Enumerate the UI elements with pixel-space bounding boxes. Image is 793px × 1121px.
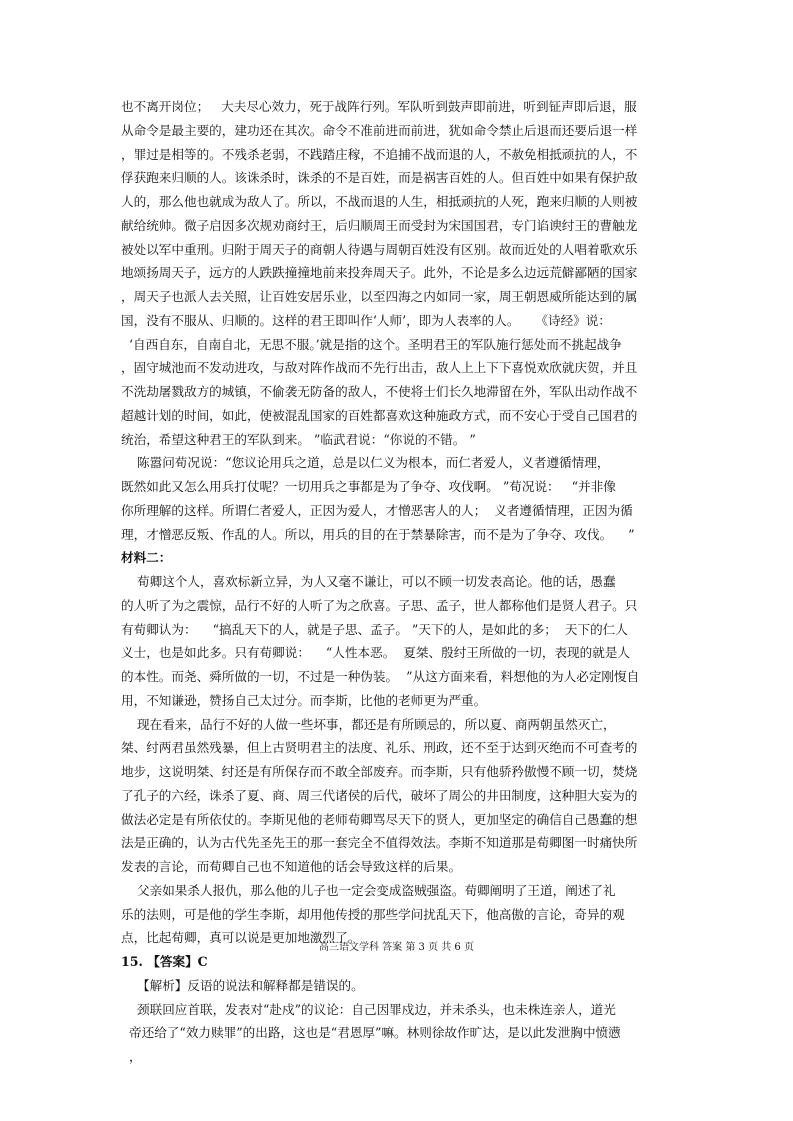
text-line: 既然如此又怎么用兵打仗呢？一切用兵之事都是为了争夺、攻伐啊。 ”荀况说： “并非像 — [121, 479, 616, 494]
text-line: 也不离开岗位； 大夫尽心效力，死于战阵行列。军队听到鼓声即前进，听到钲声即后退，服 — [121, 99, 637, 114]
text-line: 的本性。而尧、舜所做的一切，不过是一种伪装。 ”从这方面来看，料想他的为人必定刚愎自 — [121, 669, 640, 684]
text-line: 俘获跑来归顺的人。该诛杀时，诛杀的不是百姓，而是祸害百姓的人。但百姓中如果有保护敌 — [121, 170, 638, 186]
text-line: 不洗劫屠戮敌方的城镇，不偷袭无防备的敌人，不使将士们长久地滞留在外，军队出动作战不 — [121, 384, 638, 399]
text-line: ，固守城池而不发动进攻，与敌对阵作战而不先行出击，敌人上上下下喜悦欢欣就庆贺，并且 — [121, 360, 638, 376]
text-line: 点，比起荀卿，真可以说是更加地激烈了。 — [121, 930, 361, 946]
answer-heading: 15. 【答案】C — [121, 954, 208, 969]
text-line: 【解析】反语的说法和解释都是错误的。 — [121, 977, 364, 993]
section-heading: 材料二： — [121, 550, 172, 566]
text-line: ， — [121, 1049, 142, 1064]
text-line: 了孔子的六经，诛杀了夏、商、周三代诸侯的后代，破坏了周公的井田制度，这种胆大妄为的 — [121, 787, 638, 803]
text-line: ，周天子也派人去关照，让百姓安居乐业，以至四海之内如同一家，周王朝恩威所能达到的属 — [121, 289, 638, 304]
text-line: 从命令是最主要的，建功还在其次。命令不准前进而前进，犹如命令禁止后退而还要后退一样 — [121, 122, 638, 138]
text-line: 献给统帅。微子启因多次规劝商纣王，后归顺周王而受封为宋国国君，专门谄谀纣王的曹触龙 — [121, 217, 638, 233]
text-line: 桀、纣两君虽然残暴，但上古贤明君主的法度、礼乐、刑政，还不至于达到灭绝而不可查考的 — [121, 740, 638, 756]
text-line: 人的，那么他也就成为敌人了。所以，不战而退的人生，相抵顽抗的人死，跑来归顺的人则被 — [121, 194, 638, 209]
text-line: 理，才憎恶反叛、作乱的人。所以，用兵的目的在于禁暴除害，而不是为了争夺、攻伐。 ” — [121, 526, 635, 542]
text-line: 统治，希望这种君王的军队到来。 ”临武君说：“你说的不错。 ” — [121, 431, 476, 447]
text-line: 做法必定是有所依仗的。李斯见他的老师荀卿骂尽天下的贤人，更加坚定的确信自己愚蠢的想 — [121, 811, 638, 827]
text-line: 乐的法则，可是他的学生李斯，却用他传授的那些学问扰乱天下，他高傲的言论，奇异的观 — [121, 906, 625, 922]
document-body — [121, 95, 681, 1069]
text-line: 有荀卿认为： “搞乱天下的人，就是子思、孟子。 ”天下的人，是如此的多； 天下的仁人 — [121, 621, 628, 637]
text-line: 被处以军中重刑。归附于周天子的商朝人待遇与周朝百姓没有区别。故而近处的人唱着歌欢乐 — [121, 241, 638, 257]
text-line: 用，不知谦逊，赞扬自己太过分。而李斯，比他的老师更为严重。 — [121, 692, 487, 708]
text-line: ，罪过是相等的。不残杀老弱，不践踏庄稼，不追捕不战而退的人，不赦免相抵顽抗的人，不 — [121, 146, 638, 162]
text-line: 地颂扬周天子，远方的人跌跌撞撞地前来投奔周天子。此外，不论是多么边远荒僻鄙陋的国家 — [121, 265, 638, 281]
text-line: 国，没有不服从、归顺的。这样的君王即叫作‘人师’，即为人表率的人。 《诗经》说： — [121, 312, 611, 328]
text-line: 荀卿这个人，喜欢标新立异，为人又毫不谦让，可以不顾一切发表高论。他的话，愚蠢 — [121, 574, 616, 589]
text-line: 发表的言论，而荀卿自己也不知道他的话会导致这样的后果。 — [121, 859, 462, 874]
text-line: 父亲如果杀人报仇，那么他的儿子也一定会变成盗贼强盗。荀卿阐明了王道，阐述了礼 — [121, 882, 616, 898]
text-line: 地步，这说明桀、纣还是有所保存而不敢全部废弃。而李斯，只有他骄矜傲慢不顾一切，焚烧 — [121, 764, 638, 779]
text-line: ‘自西自东，自南自北，无思不服。’就是指的这个。圣明君王的军队施行惩处而不挑起战争 — [121, 336, 622, 352]
text-line: 义士，也是如此多。只有荀卿说： “人性本恶。 夏桀、殷纣王所做的一切，表现的就是人 — [121, 645, 631, 661]
text-line: 颈联回应首联，发表对“赴戍”的议论：自己因罪戍边，并未杀头，也未株连亲人，道光 — [121, 1001, 616, 1017]
text-line: 你所理解的这样。所谓仁者爱人，正因为爱人，才憎恶害人的人； 义者遵循情理，正因为循 — [121, 502, 633, 518]
text-line: 的人听了为之震惊，品行不好的人听了为之欣喜。子思、孟子，世人都称他们是贤人君子。只 — [121, 597, 638, 613]
text-line: 现在看来，品行不好的人做一些坏事，都还是有所顾忌的，所以夏、商两朝虽然灭亡， — [121, 716, 616, 732]
text-line: 超越计划的时间，如此，使被混乱国家的百姓都喜欢这种施政方式，而不安心于受自己国君的 — [121, 407, 638, 423]
text-line: 法是正确的，认为古代先圣先王的那一套完全不值得效法。李斯不知道那是荀卿图一时痛快所 — [121, 835, 638, 851]
text-line: 陈嚣问荀况说：“您议论用兵之道，总是以仁义为根本，而仁者爱人，义者遵循情理， — [121, 455, 610, 471]
page-footer: 高三语文学科 答案 第 3 页 共 6 页 — [319, 942, 474, 953]
text-line: 帝还给了“效力赎罪”的出路，这也是“君恩厚”嘛。林则徐故作旷达，是以此发泄胸中愤懑 — [121, 1025, 621, 1041]
